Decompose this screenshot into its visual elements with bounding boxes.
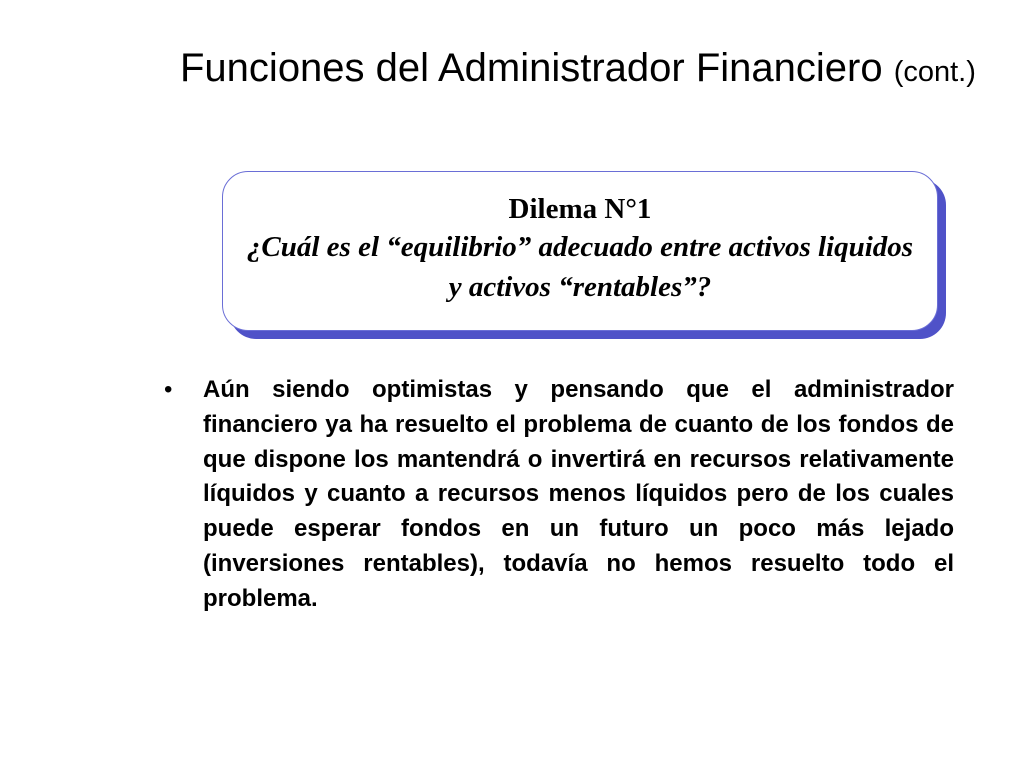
slide-title-suffix: (cont.) [893,56,976,88]
dilemma-question: ¿Cuál es el “equilibrio” adecuado entre activos liquidos y activos “rentables”? [246,230,914,304]
slide-title [180,44,1000,92]
dilemma-callout-box [222,171,938,331]
dilemma-callout [222,171,938,331]
bullet-symbol: • [164,376,173,403]
bullet-text: Aún siendo optimistas y pensando que el administrador financiero ya ha resuelto el problema de cuanto de los fondos de que dispone los mantendrá o invertirá en recursos relativamente líquidos y cuanto a recursos menos líquidos pero de los cuales puede esperar fondos en un futuro un poco más lejado (inversiones rentables), todavía no hemos resuelto todo el problema. [203,376,954,612]
bullet-item [160,373,954,617]
bullet-list [160,373,954,617]
slide-title-main: Funciones del Administrador Financiero [180,46,883,90]
dilemma-heading: Dilema N°1 [508,193,652,225]
